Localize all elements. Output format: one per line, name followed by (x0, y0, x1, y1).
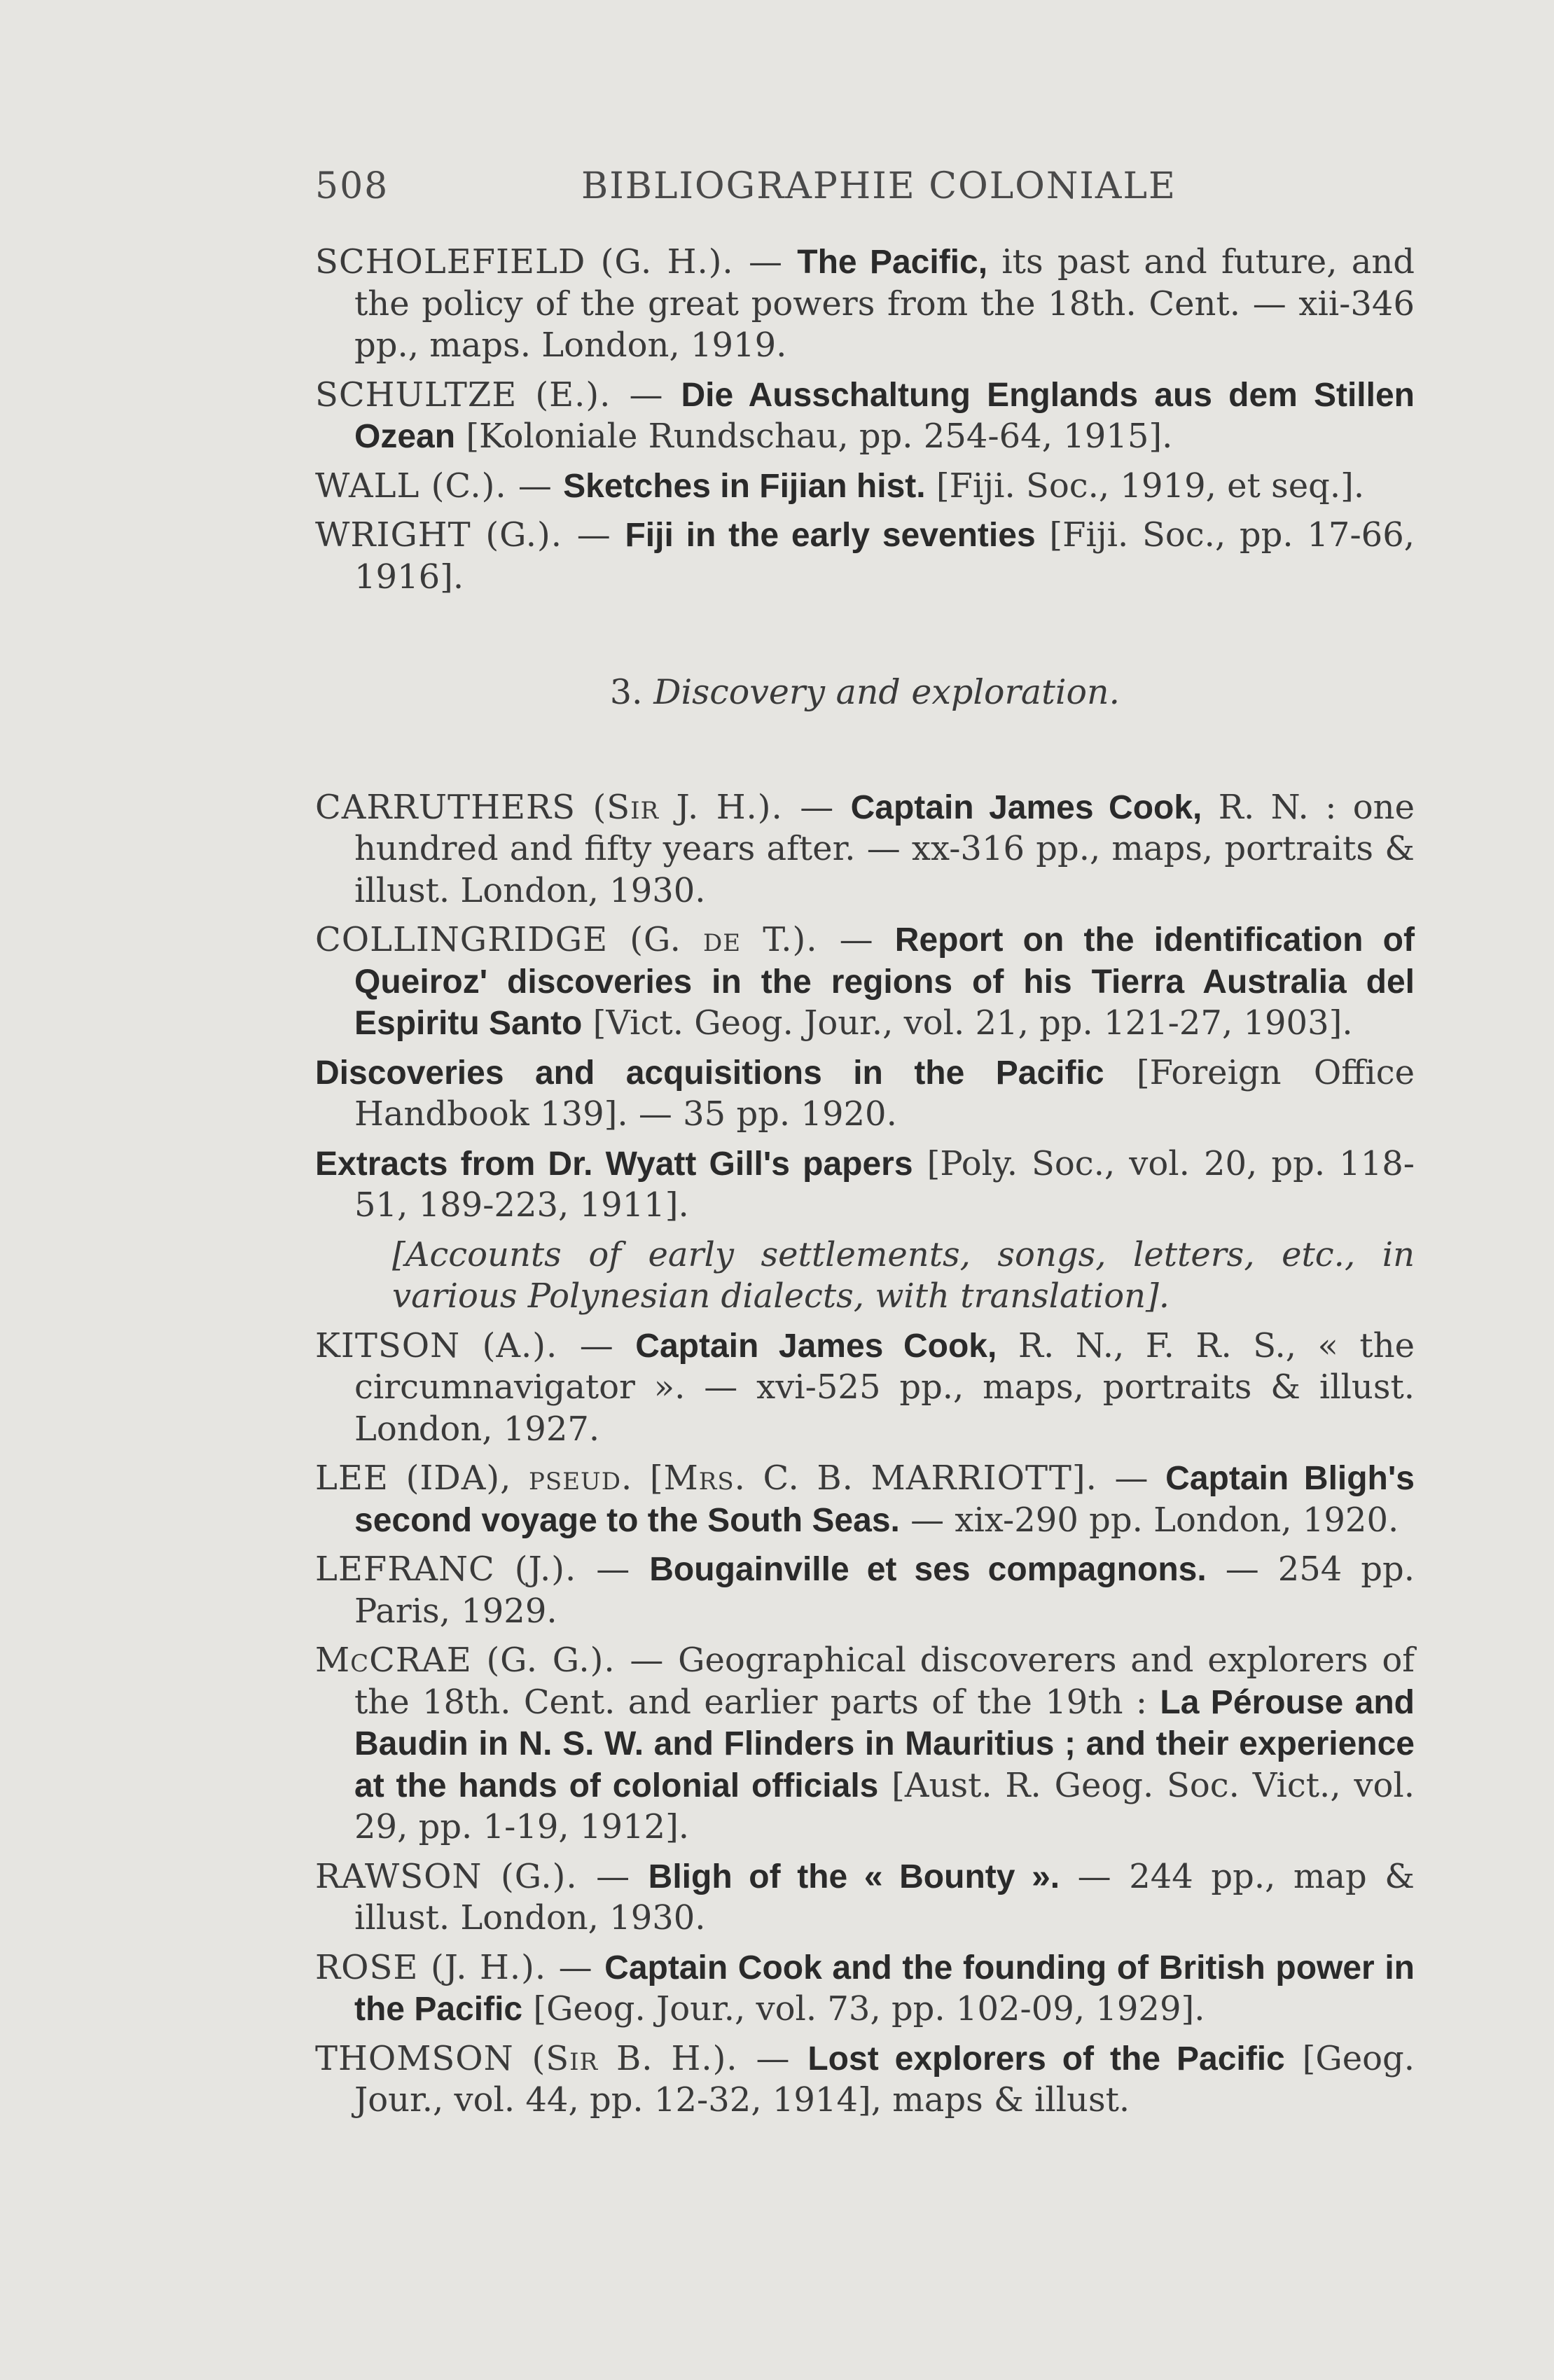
entry-note: [Accounts of early settlements, songs, letters, etc., in various Polynesian dialects, with translation]. (392, 1234, 1415, 1316)
entry-details: [Poly. Soc., vol. 20, pp. 118-51, 189-223, 1911]. (354, 1143, 1415, 1225)
entry-title: Bougainville et ses compagnons. (649, 1551, 1207, 1588)
bibliography-entry (315, 787, 1415, 912)
running-title: BIBLIOGRAPHIE COLONIALE (581, 165, 1177, 207)
entry-details: [Fiji. Soc., pp. 17-66, 1916]. (354, 515, 1415, 597)
bibliography-content (315, 242, 1415, 2129)
entry-title: Lost explorers of the Pacific (807, 2040, 1285, 2078)
bibliography-entry (315, 2038, 1415, 2122)
entry-details: [Geog. Jour., vol. 73, pp. 102-09, 1929]. (533, 1989, 1205, 2028)
entry-author: THOMSON (Sir B. H.). — (315, 2038, 791, 2078)
entry-author: CARRUTHERS (Sir J. H.). — (315, 787, 835, 827)
entry-title: Discoveries and acquisitions in the Pacific (315, 1054, 1104, 1092)
page-header (315, 165, 1415, 214)
entry-title: Fiji in the early seventies (625, 517, 1036, 554)
entry-author: SCHULTZE (E.). — (315, 375, 664, 415)
entry-details: [Koloniale Rundschau, pp. 254-64, 1915]. (466, 417, 1173, 456)
entry-author: WRIGHT (G.). — (315, 515, 611, 555)
entry-title: Die Ausschaltung Englands aus dem Stillen Ozean (354, 376, 1415, 455)
entry-details: [Vict. Geog. Jour., vol. 21, pp. 121-27, 1903]. (592, 1003, 1353, 1043)
bibliography-entry (315, 1856, 1415, 1940)
entry-title: Captain Bligh's second voyage to the South Seas. (354, 1460, 1415, 1539)
entry-details: R. N., F. R. S., « the circumnavigator ». — xvi-525 pp., maps, portraits & illust. London, 1927. (354, 1325, 1415, 1449)
entry-title: Sketches in Fijian hist. (563, 467, 926, 505)
entry-title: Report on the identification of Queiroz' discoveries in the regions of his Tierra Australia del Espiritu Santo (354, 921, 1415, 1042)
entry-author: LEFRANC (J.). — (315, 1550, 631, 1589)
entry-author: RAWSON (G.). — (315, 1856, 631, 1896)
bibliography-entry (315, 515, 1415, 598)
bibliography-entry (315, 1458, 1415, 1541)
entry-lead: Geographical discoverers and explorers of the 18th. Cent. and earlier parts of the 19th : (354, 1641, 1415, 1722)
entry-author: COLLINGRIDGE (G. de T.). — (315, 920, 874, 959)
entry-author: KITSON (A.). — (315, 1325, 614, 1365)
entry-details: [Fiji. Soc., 1919, et seq.]. (936, 466, 1365, 506)
entry-author: LEE (IDA), pseud. [Mrs. C. B. MARRIOTT]. — (315, 1459, 1149, 1498)
entry-title: La Pérouse and Baudin in N. S. W. and Flinders in Mauritius ; and their experience at the hands of colonial officials (354, 1683, 1415, 1804)
entry-author: ROSE (J. H.). — (315, 1947, 593, 1987)
entry-details: [Geog. Jour., vol. 44, pp. 12-32, 1914], maps & illust. (354, 2038, 1415, 2120)
entry-title: Captain James Cook, (635, 1327, 997, 1365)
entry-title: Extracts from Dr. Wyatt Gill's papers (315, 1145, 913, 1183)
section-heading (315, 671, 1415, 714)
entry-details: — xix-290 pp. London, 1920. (910, 1500, 1399, 1540)
section-title: Discovery and exploration. (653, 672, 1121, 712)
bibliography-entry (315, 466, 1415, 508)
bibliography-entry (315, 1325, 1415, 1451)
entry-author: McCRAE (G. G.). — (315, 1641, 665, 1680)
entry-details: — 244 pp., map & illust. London, 1930. (354, 1856, 1415, 1937)
bibliography-entry (315, 919, 1415, 1045)
entry-title: Captain James Cook, (850, 788, 1202, 826)
bibliography-entry (315, 375, 1415, 458)
entry-title: The Pacific, (797, 244, 988, 281)
bibliography-entry (315, 1143, 1415, 1227)
bibliography-entry (315, 242, 1415, 367)
entry-details: [Aust. R. Geog. Soc. Vict., vol. 29, pp. 1-19, 1912]. (354, 1765, 1415, 1846)
page-number: 508 (315, 165, 389, 207)
entry-details: R. N. : one hundred and fifty years after. — xx-316 pp., maps, portraits & illust. London, 1930. (354, 787, 1415, 910)
section-number: 3. (609, 672, 643, 712)
entry-title: Bligh of the « Bounty ». (648, 1858, 1060, 1895)
entry-author: SCHOLEFIELD (G. H.). — (315, 242, 783, 281)
bibliography-entry (315, 1549, 1415, 1632)
entry-title: Captain Cook and the founding of British power in the Pacific (354, 1949, 1415, 2028)
bibliography-entry (315, 1052, 1415, 1136)
entry-details: [Foreign Office Handbook 139]. — 35 pp. 1920. (354, 1052, 1415, 1134)
entry-details: its past and future, and the policy of the great powers from the 18th. Cent. — xii-346 pp., maps. London, 1919. (354, 242, 1415, 365)
bibliography-entry (315, 1947, 1415, 2031)
bibliography-entry (315, 1640, 1415, 1849)
entry-details: — 254 pp. Paris, 1929. (354, 1550, 1415, 1631)
entry-author: WALL (C.). — (315, 466, 553, 506)
